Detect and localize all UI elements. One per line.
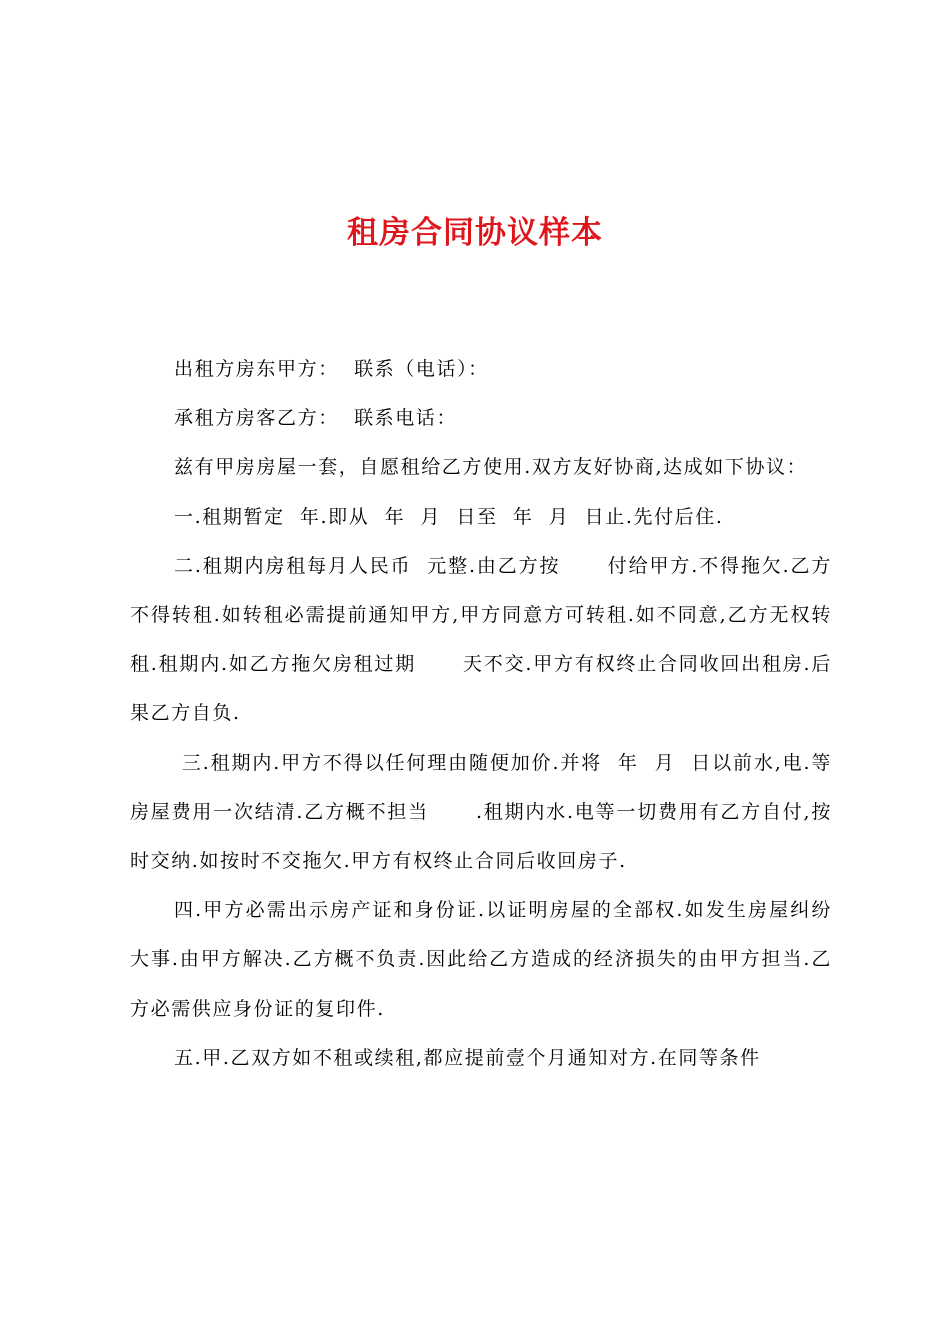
- paragraph-intro: 兹有甲房房屋一套，自愿租给乙方使用.双方友好协商,达成如下协议：: [174, 456, 808, 479]
- paragraph-clause-3: 三.租期内.甲方不得以任何理由随便加价.并将 年 月 日以前水,电.等房屋费用一次结清.乙方概不担当 .租期内水.电等一切费用有乙方自付,按时交纳.如按时不交拖欠.甲方有权终止合同后收回房子.: [130, 751, 832, 873]
- document-title: 租房合同协议样本: [347, 215, 603, 251]
- paragraph-clause-5: 五.甲.乙双方如不租或续租,都应提前壹个月通知对方.在同等条件: [174, 1046, 761, 1069]
- paragraph-clause-2: 二.租期内房租每月人民币 元整.由乙方按 付给甲方.不得拖欠.乙方不得转租.如转租必需提前通知甲方,甲方同意方可转租.如不同意,乙方无权转租.租期内.如乙方拖欠房租过期 天不交.甲方有权终止合同收回出租房.后果乙方自负.: [130, 554, 832, 725]
- paragraph-lessee: 承租方房客乙方： 联系电话：: [174, 407, 458, 430]
- paragraph-clause-4: 四.甲方必需出示房产证和身份证.以证明房屋的全部权.如发生房屋纠纷大事.由甲方解决.乙方概不负责.因此给乙方造成的经济损失的由甲方担当.乙方必需供应身份证的复印件.: [130, 899, 832, 1020]
- paragraph-lessor: 出租方房东甲方： 联系（电话）：: [174, 358, 489, 380]
- document-body: [130, 345, 832, 1083]
- paragraph-clause-1: 一.租期暂定 年.即从 年 月 日至 年 月 日止.先付后住.: [174, 505, 724, 528]
